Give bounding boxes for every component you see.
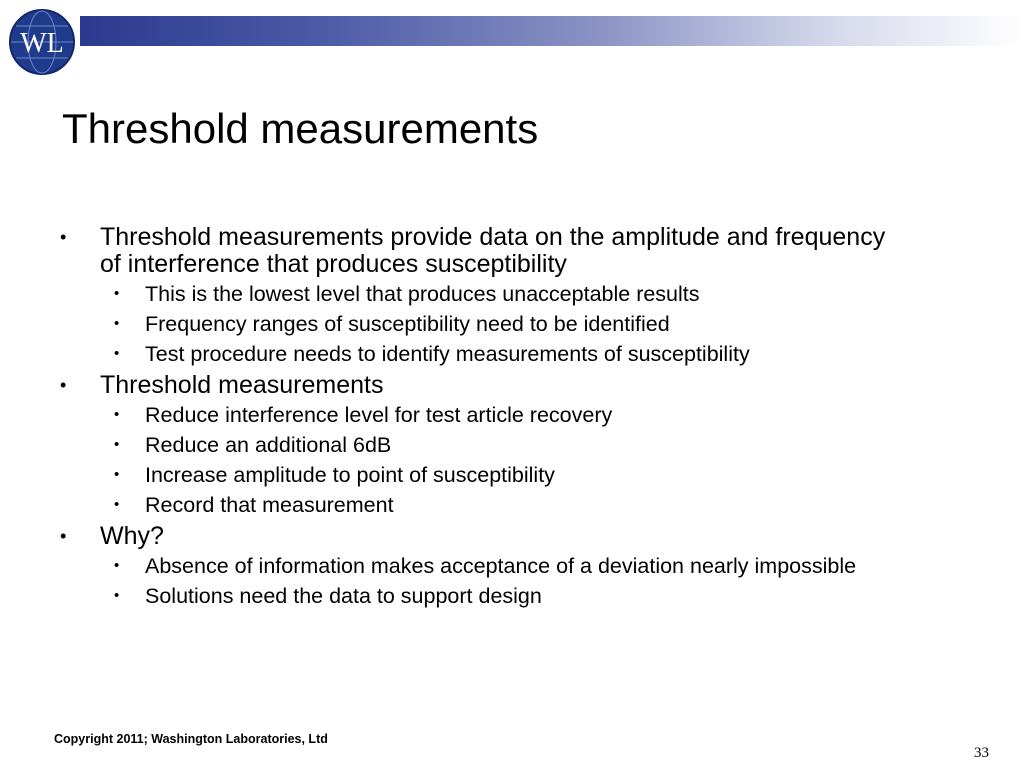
- bullet-dot-icon: •: [114, 587, 120, 604]
- bullet-dot-icon: •: [60, 526, 67, 546]
- bullet-dot-icon: •: [114, 406, 120, 423]
- sub-bullet-text: Record that measurement: [145, 493, 394, 517]
- sub-bullet-text: Increase amplitude to point of susceptibility: [145, 463, 555, 487]
- sub-bullet-text: Test procedure needs to identify measurements of susceptibility: [145, 342, 750, 366]
- bullet-dot-icon: •: [60, 375, 67, 395]
- bullet-text: Threshold measurements: [100, 371, 384, 399]
- bullet-text: Why?: [100, 522, 164, 550]
- copyright-footer: Copyright 2011; Washington Laboratories, Ltd: [54, 732, 328, 746]
- bullet-item: [60, 523, 890, 550]
- sub-bullet-item: [60, 463, 890, 487]
- bullet-item: [60, 372, 890, 399]
- header-gradient-bar: [80, 16, 1024, 46]
- bullet-item: [60, 224, 890, 278]
- slide-title: Threshold measurements: [62, 105, 539, 152]
- sub-bullet-text: Solutions need the data to support design: [145, 584, 542, 608]
- bullet-dot-icon: •: [114, 557, 120, 574]
- bullet-dot-icon: •: [114, 496, 120, 513]
- bullet-dot-icon: •: [114, 436, 120, 453]
- sub-bullet-text: Reduce interference level for test article recovery: [145, 403, 613, 427]
- sub-bullet-item: [60, 554, 890, 578]
- sub-bullet-text: Frequency ranges of susceptibility need to be identified: [145, 312, 670, 336]
- sub-bullet-item: [60, 433, 890, 457]
- sub-bullet-text: This is the lowest level that produces unacceptable results: [145, 282, 700, 306]
- sub-bullet-item: [60, 282, 890, 306]
- bullet-dot-icon: •: [114, 466, 120, 483]
- sub-bullet-text: Absence of information makes acceptance of a deviation nearly impossible: [145, 554, 857, 578]
- bullet-dot-icon: •: [60, 227, 67, 247]
- bullet-dot-icon: •: [114, 315, 120, 332]
- bullet-dot-icon: •: [114, 345, 120, 362]
- sub-bullet-item: [60, 312, 890, 336]
- sub-bullet-item: [60, 493, 890, 517]
- sub-bullet-item: [60, 342, 890, 366]
- sub-bullet-item: [60, 403, 890, 427]
- globe-logo-icon: [8, 8, 76, 76]
- sub-bullet-text: Reduce an additional 6dB: [145, 433, 392, 457]
- logo-text: WL: [20, 28, 64, 59]
- sub-bullet-item: [60, 584, 890, 608]
- bullet-dot-icon: •: [114, 285, 120, 302]
- bullet-list: [60, 224, 890, 614]
- page-number: 33: [974, 745, 989, 761]
- bullet-text: Threshold measurements provide data on the amplitude and frequency of interference that produces susceptibility: [100, 223, 886, 278]
